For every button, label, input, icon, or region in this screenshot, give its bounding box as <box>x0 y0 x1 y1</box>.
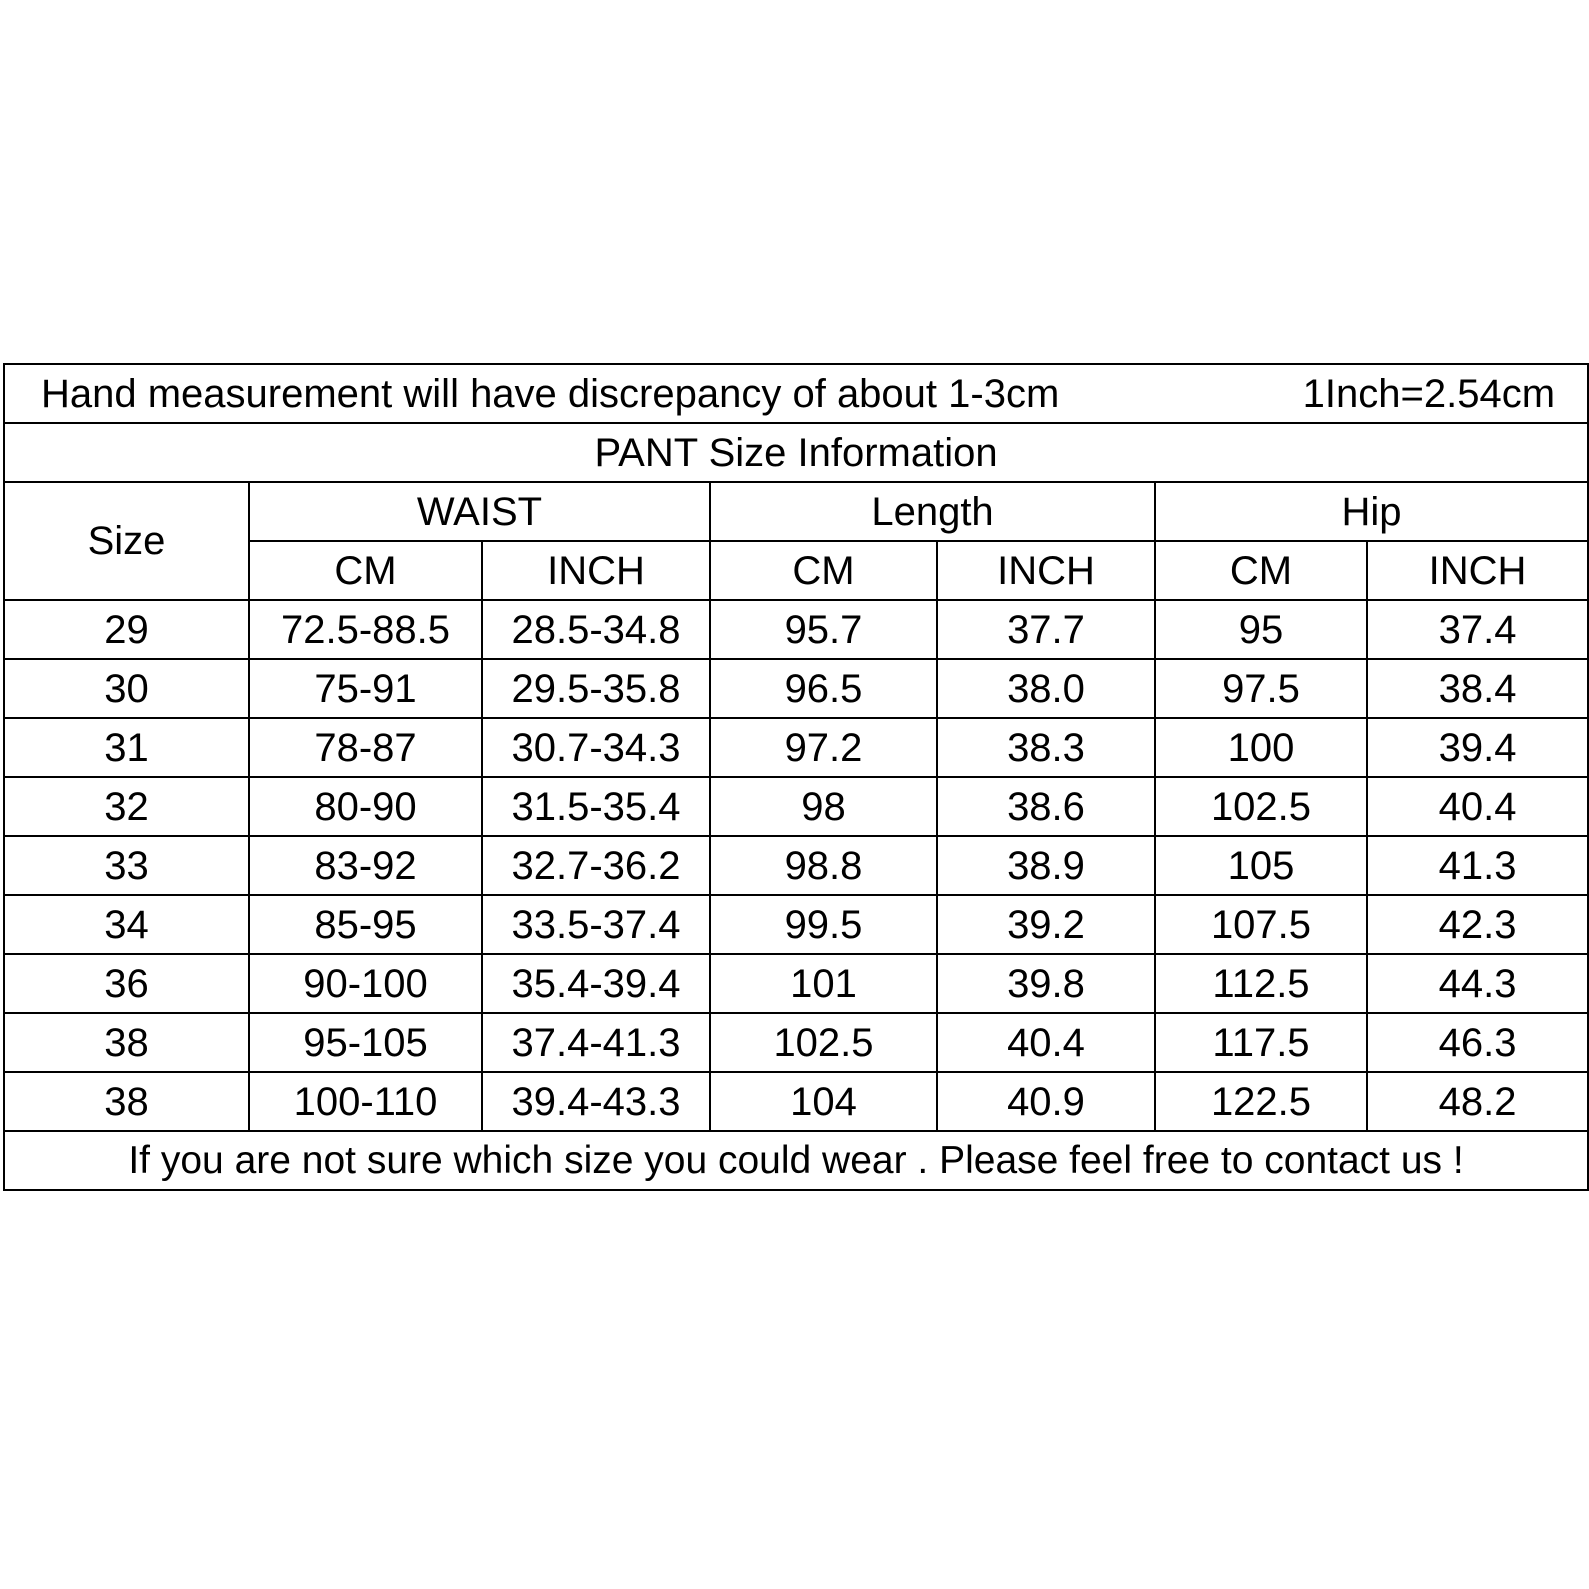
cell-hip-inch: 41.3 <box>1367 836 1588 895</box>
cell-length-cm: 98.8 <box>710 836 937 895</box>
cell-length-inch: 38.6 <box>937 777 1155 836</box>
header-size: Size <box>4 482 249 600</box>
cell-length-cm: 97.2 <box>710 718 937 777</box>
cell-length-inch: 38.9 <box>937 836 1155 895</box>
cell-hip-cm: 102.5 <box>1155 777 1367 836</box>
cell-waist-cm: 80-90 <box>249 777 482 836</box>
cell-length-cm: 98 <box>710 777 937 836</box>
table-row <box>4 659 1588 718</box>
contact-note: If you are not sure which size you could wear . Please feel free to contact us ! <box>4 1131 1588 1190</box>
size-chart-table <box>3 363 1589 1191</box>
cell-size: 38 <box>4 1013 249 1072</box>
cell-waist-cm: 72.5-88.5 <box>249 600 482 659</box>
cell-waist-inch: 37.4-41.3 <box>482 1013 710 1072</box>
cell-length-inch: 37.7 <box>937 600 1155 659</box>
cell-hip-cm: 112.5 <box>1155 954 1367 1013</box>
cell-hip-cm: 122.5 <box>1155 1072 1367 1131</box>
cell-size: 34 <box>4 895 249 954</box>
header-length: Length <box>710 482 1155 541</box>
cell-length-inch: 38.3 <box>937 718 1155 777</box>
group-header-row <box>4 482 1588 541</box>
cell-waist-inch: 31.5-35.4 <box>482 777 710 836</box>
header-waist-cm: CM <box>249 541 482 600</box>
cell-length-inch: 40.9 <box>937 1072 1155 1131</box>
header-hip-inch: INCH <box>1367 541 1588 600</box>
cell-waist-cm: 85-95 <box>249 895 482 954</box>
cell-hip-inch: 38.4 <box>1367 659 1588 718</box>
cell-length-inch: 39.2 <box>937 895 1155 954</box>
cell-hip-inch: 46.3 <box>1367 1013 1588 1072</box>
table-row <box>4 1013 1588 1072</box>
cell-waist-inch: 39.4-43.3 <box>482 1072 710 1131</box>
notice-cell <box>4 364 1588 423</box>
cell-hip-inch: 40.4 <box>1367 777 1588 836</box>
cell-hip-inch: 44.3 <box>1367 954 1588 1013</box>
table-row <box>4 836 1588 895</box>
table-row <box>4 1072 1588 1131</box>
cell-hip-cm: 107.5 <box>1155 895 1367 954</box>
header-waist-inch: INCH <box>482 541 710 600</box>
cell-waist-inch: 28.5-34.8 <box>482 600 710 659</box>
cell-length-cm: 99.5 <box>710 895 937 954</box>
cell-hip-cm: 105 <box>1155 836 1367 895</box>
title-row <box>4 423 1588 482</box>
cell-hip-inch: 39.4 <box>1367 718 1588 777</box>
header-length-inch: INCH <box>937 541 1155 600</box>
cell-size: 33 <box>4 836 249 895</box>
cell-waist-cm: 100-110 <box>249 1072 482 1131</box>
cell-size: 31 <box>4 718 249 777</box>
header-length-cm: CM <box>710 541 937 600</box>
cell-hip-cm: 95 <box>1155 600 1367 659</box>
cell-waist-cm: 90-100 <box>249 954 482 1013</box>
cell-size: 36 <box>4 954 249 1013</box>
cell-waist-cm: 95-105 <box>249 1013 482 1072</box>
cell-length-cm: 101 <box>710 954 937 1013</box>
cell-waist-cm: 78-87 <box>249 718 482 777</box>
cell-size: 29 <box>4 600 249 659</box>
cell-length-cm: 102.5 <box>710 1013 937 1072</box>
cell-waist-inch: 33.5-37.4 <box>482 895 710 954</box>
table-row <box>4 600 1588 659</box>
cell-waist-cm: 75-91 <box>249 659 482 718</box>
cell-size: 32 <box>4 777 249 836</box>
cell-length-cm: 96.5 <box>710 659 937 718</box>
cell-waist-inch: 35.4-39.4 <box>482 954 710 1013</box>
cell-waist-inch: 32.7-36.2 <box>482 836 710 895</box>
cell-length-inch: 40.4 <box>937 1013 1155 1072</box>
cell-hip-cm: 100 <box>1155 718 1367 777</box>
header-waist: WAIST <box>249 482 710 541</box>
table-title: PANT Size Information <box>4 423 1588 482</box>
cell-waist-inch: 29.5-35.8 <box>482 659 710 718</box>
table-row <box>4 777 1588 836</box>
cell-hip-cm: 117.5 <box>1155 1013 1367 1072</box>
cell-size: 38 <box>4 1072 249 1131</box>
header-hip-cm: CM <box>1155 541 1367 600</box>
cell-size: 30 <box>4 659 249 718</box>
cell-length-inch: 39.8 <box>937 954 1155 1013</box>
unit-conversion: 1Inch=2.54cm <box>1302 371 1556 416</box>
footer-row <box>4 1131 1588 1190</box>
cell-hip-inch: 42.3 <box>1367 895 1588 954</box>
header-hip: Hip <box>1155 482 1588 541</box>
notice-row <box>4 364 1588 423</box>
cell-hip-inch: 37.4 <box>1367 600 1588 659</box>
cell-length-cm: 95.7 <box>710 600 937 659</box>
cell-length-inch: 38.0 <box>937 659 1155 718</box>
table-row <box>4 954 1588 1013</box>
cell-length-cm: 104 <box>710 1072 937 1131</box>
cell-waist-cm: 83-92 <box>249 836 482 895</box>
cell-hip-inch: 48.2 <box>1367 1072 1588 1131</box>
measurement-notice: Hand measurement will have discrepancy of about 1-3cm <box>41 371 1060 416</box>
cell-waist-inch: 30.7-34.3 <box>482 718 710 777</box>
table-row <box>4 895 1588 954</box>
cell-hip-cm: 97.5 <box>1155 659 1367 718</box>
table-row <box>4 718 1588 777</box>
